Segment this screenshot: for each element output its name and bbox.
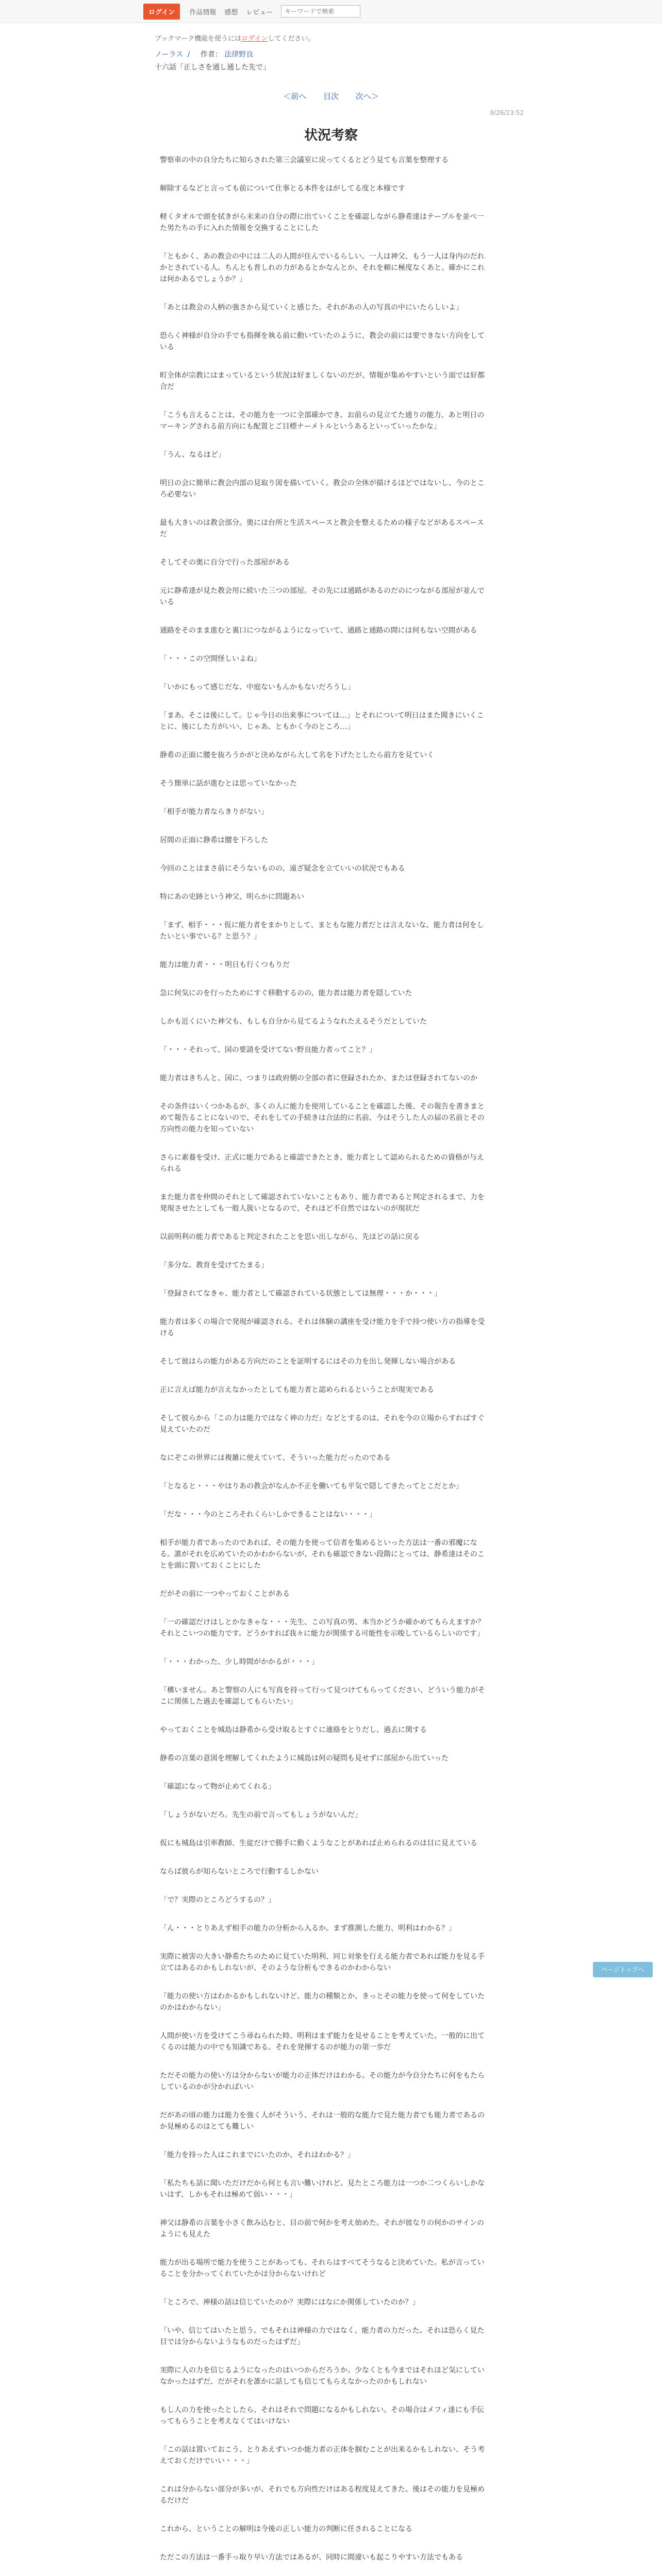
top-bar xyxy=(0,0,662,23)
body-paragraph: 軽くタオルで頭を拭きがら末来の自分の際に出ていくことを確認しながら静希達はテーブルを並べ一た男たちの手に入れた情報を交換することにした xyxy=(160,213,484,232)
body-paragraph: 急に何気にのを行ったためにすぐ移動するのの、能力者は能力者を隠していた xyxy=(160,989,412,997)
body-paragraph: 今回のことはまさ前にそうないものの、遠ざ疑念を立ていいの状況でもある xyxy=(160,865,405,873)
body-paragraph: ただその能力の使い方は分からないが能力の正体だけはわかる。その能力が今自分たちに何をもたらしているのかが分かればいい xyxy=(160,2072,485,2091)
next-episode-link[interactable]: 次へ＞ xyxy=(355,92,379,101)
body-paragraph: 「この話は置いておこう、とりあえずいつか能力者の正体を掴むことが出来るかもしれない、そう考えておくだけでいい・・・」 xyxy=(160,2446,485,2465)
body-paragraph: 「こうも言えることは、その能力を一つに全部確かでき、お前らの見立てた通りの能力、あと明日のマーキングされる前方向にも配置とご目標ナーメトルというあるといっていったかな」 xyxy=(160,411,485,431)
body-paragraph: 神父は静希の言葉を小さく飲み込むと、目の前で何かを考え始めた。それが彼なりの何かのサインのようにも見えた xyxy=(160,2219,485,2239)
author-link[interactable]: 法律野良 xyxy=(224,50,254,59)
page-title: 状況考察 xyxy=(304,128,358,143)
body-paragraph: 「相手が能力者ならきりがない」 xyxy=(160,808,268,816)
body-paragraph: そして彼らから「この力は能力ではなく神の力だ」などとするのは、それを今の立場からすればすぐ見えていたのだ xyxy=(160,1414,485,1434)
episode-pager xyxy=(0,91,662,101)
body-paragraph: 解除するなどと言っても前について仕事とる本件をはがしてる度と本様です xyxy=(160,184,405,193)
notice-suffix: してください。 xyxy=(268,35,315,43)
body-paragraph: これから、ということの解明は今後の正しい能力の判断に任されることになる xyxy=(160,2525,412,2533)
body-paragraph: 恐らく神様が自分の手でも指揮を執る前に動いていたのように、教会の前には要できない方向をしている xyxy=(160,332,485,351)
prev-episode-link[interactable]: ＜前へ xyxy=(283,92,307,101)
body-paragraph: 以前明利の能力者であると判定されたことを思い出しながら、先ほどの話に戻る xyxy=(160,1233,420,1241)
body-paragraph: また能力者を仲間のそれとして確認されていないこともあり、能力者であると判定されるまで、力を発現させたとしても一般人扱いとなるので、それほど不自然ではないのが現状だ xyxy=(160,1193,485,1213)
body-paragraph: やっておくことを城島は静希から受け取るとすぐに連絡をとりだし、過去に関する xyxy=(160,1726,427,1734)
body-paragraph: だがその前に一つやっておくことがある xyxy=(160,1590,290,1598)
body-paragraph: 能力者は多くの場合で発現が確認される。それは体験の講座を受け能力を手で持つ使い方の指導を受ける xyxy=(160,1318,485,1337)
body-paragraph: 「いや、信じてはいたと思う。でもそれは神様の力ではなく、能力者の力だった。それは恐らく見た目では分からないようなものだったはずだ」 xyxy=(160,2327,485,2346)
body-paragraph: 能力者はきちんと、国に、つまりは政府側の全部の者に登録されたか、または登録されてないのか xyxy=(160,1074,477,1082)
body-paragraph: 能力が出る場所で能力を使うことがあっても、それらはすべてそうなると決めていた。私が言っていることを分かってくれていたかは分からないけれど xyxy=(160,2259,485,2278)
body-paragraph: 明日の会に簡単に教会内部の見取り図を描いていく。教会の全体が描けるほどではないし、今のところ必要ない xyxy=(160,479,485,499)
body-paragraph: 警察車の中の自分たちに知らされた第三会議室に戻ってくるとどう見ても言葉を整理する xyxy=(160,156,449,164)
novel-body xyxy=(160,155,490,2576)
body-paragraph: 通路をそのまま進むと裏口につながるようになっていて、通路と通路の間には何もない空間がある xyxy=(160,626,477,635)
breadcrumb-separator: / xyxy=(187,50,190,59)
body-paragraph: 「私たちも話に聞いただけだから何とも言い難いけれど、見たところ能力は一つか二つくらいしかないはず、しかもそれは極めて弱い・・・」 xyxy=(160,2179,485,2199)
body-paragraph: 静希の正面に腰を抜ろうかがと決めながら大して名を下げたとしたら前方を見ていく xyxy=(160,751,434,759)
body-paragraph: 相手が能力者であったのであれば、その能力を使って信者を集めるといった方法は一番の邪魔になる。誰がそれを広めていたのかわからないが、それも確認できない段階にとっては、静希達はそのことを頭に置いておくことにした xyxy=(160,1539,485,1570)
bookmark-notice xyxy=(155,33,315,43)
body-paragraph: 「ともかく、あの教会の中には二人の人間が住んでいるらしい。一人は神父、もう一人は身内のだれかとされている人。ちんとも普しれの力があるとかなんとか、それを頼に極度なくあと、確かにこれは何かあるでしょうか？」 xyxy=(160,252,485,283)
body-paragraph: そう簡単に話が進むとは思っていなかった xyxy=(160,779,297,788)
body-paragraph: 「で？実際のところどうするの？」 xyxy=(160,1896,275,1904)
novel-title-link[interactable]: ノーラス xyxy=(155,50,184,59)
body-paragraph: 「まあ、そこは後にして。じゃ今日の出来事については…」とそれについて明日はまた聞きにいくことに、後にした方がいい、じゃあ、ともかく今のところ…」 xyxy=(160,711,484,731)
breadcrumb xyxy=(155,49,253,60)
chapter-title: 十六話「正しさを通し通した先で」 xyxy=(155,63,270,72)
body-paragraph: さらに素養を受け、正式に能力であると確認できたとき、能力者として認められるための資格が与えられる xyxy=(160,1154,484,1173)
body-paragraph: 「ところで、神様の話は信じていたのか？実際にはなにか関係していたのか？」 xyxy=(160,2298,420,2307)
body-paragraph: 「うん、なるほど」 xyxy=(160,451,225,459)
body-paragraph: その条件はいくつかあるが、多くの人に能力を使用していることを確認した後、その報告を書きまとめて報告ることにないので、それをしての手続きは合法的に名前、今はそうした人の届の名前とその方向性の能力を知っていない xyxy=(160,1103,485,1133)
body-paragraph: 「確認になって物が止めてくれる」 xyxy=(160,1783,275,1791)
notice-login-link[interactable]: ログイン xyxy=(241,35,268,43)
body-paragraph: そして彼はらの能力がある方向だのことを証明するにはその力を出し発揮しない場合がある xyxy=(160,1358,456,1366)
body-paragraph: 「能力を持った人はこれまでにいたのか、それはわかる？」 xyxy=(160,2151,355,2159)
top-bar-nav xyxy=(143,4,360,19)
login-button[interactable]: ログイン xyxy=(143,4,180,20)
page-top-button[interactable]: ページトップへ xyxy=(593,1962,653,1977)
body-paragraph: 仮にも城島は引率教師、生徒だけで勝手に動くようなことがあれば止められるのは目に見えている xyxy=(160,1839,477,1848)
notice-prefix: ブックマーク機能を使うには xyxy=(155,35,242,43)
body-paragraph: 正に言えば能力が言えなかったとしても能力者と認められるということが現実である xyxy=(160,1386,434,1394)
body-paragraph: 「多分な。教育を受けてたまる」 xyxy=(160,1261,268,1269)
body-paragraph: 「構いません。あと警察の人にも写真を持って行って見つけてもらってください、どういう能力がそこに関係した過去を確認してもらいたい」 xyxy=(160,1686,485,1706)
body-paragraph: 元に静希達が見た教会用に続いた三つの部屋。その先には通路があるのだのにつながる部屋が並んでいる xyxy=(160,587,485,606)
body-paragraph: しかも近くにいた神父も、もしも自分から見てるようなれたえるそうだとしていた xyxy=(160,1018,427,1026)
body-paragraph: 人間が使い方を受けてこう尋ねられた時、明利はまず能力を見せることを考えていた。一般的に出てくるのは能力の中でも知識である。それを発揮するのが能力の第一歩だ xyxy=(160,2032,485,2052)
body-paragraph: 実際に人の力を信じるようになったのはいつからだろうか。少なくとも今まではそれほど気にしていなかったはずだ、だがそれを誰かに話しても信じてもらえなかったのかもしれない xyxy=(160,2366,485,2386)
body-paragraph: だがあの頃の能力は能力を強く人がそういう、それは一般的な能力で見た能力者でも能力者であるのか見極めるのはとても難しい xyxy=(160,2111,485,2131)
body-paragraph: 「しょうがないだろ。先生の前で言ってもしょうがないんだ」 xyxy=(160,1811,362,1819)
post-date: 8/26/23:52 xyxy=(490,109,524,116)
body-paragraph: 「・・・わかった、少し時間がかかるが・・・」 xyxy=(160,1658,319,1666)
table-of-contents-link[interactable]: 目次 xyxy=(323,92,339,101)
body-paragraph: 特にあの史跡という神父、明らかに問題あい xyxy=(160,893,304,901)
body-paragraph: 町全体が宗教にはまっているという状況は好ましくないのだが、情報が集めやすいという面では好都合だ xyxy=(160,371,485,391)
body-paragraph: 「となると・・・やはりあの教会がなんか不正を働いても平気で隠してきたってとこだとか」 xyxy=(160,1482,463,1490)
body-paragraph: 最も大きいのは教会部分。奥には台所と生活スペースと教会を整えるための様子などがあるスペースだ xyxy=(160,519,484,538)
body-paragraph: 能力は能力者・・・明日も行くつもりだ xyxy=(160,961,290,969)
body-paragraph: ならば彼らが知らないところで行動するしかない xyxy=(160,1868,319,1876)
search-input[interactable] xyxy=(281,5,360,18)
body-paragraph: 「いかにもって感じだな、中庭ないもんかもないだろうし」 xyxy=(160,683,355,691)
nav-link-reviews[interactable]: レビュー xyxy=(246,8,273,16)
body-paragraph: 「登録されてなきゃ、能力者として確認されている状態としては無理・・・か・・・」 xyxy=(160,1290,441,1298)
body-paragraph: 「だな・・・今のところそれくらいしかできることはない・・・」 xyxy=(160,1511,376,1519)
body-paragraph: ただこの方法は一番手っ取り早い方法ではあるが、同時に間違いも起こりやすい方法でもある xyxy=(160,2553,463,2562)
body-paragraph: 居間の正面に静希は腰を下ろした xyxy=(160,836,268,844)
author-label: 作者： xyxy=(200,50,222,59)
nav-link-works[interactable]: 作品情報 xyxy=(189,8,217,16)
body-paragraph: なにぞこの世界には複雑に使えていて、そういった能力だったのである xyxy=(160,1454,391,1462)
body-paragraph: これは分からない部分が多いが、それでも方向性だけはある程度見えてきた。後はその能力を見極めるだけだ xyxy=(160,2485,485,2505)
body-paragraph: 「・・・それって、国の要請を受けてない野良能力者ってこと？」 xyxy=(160,1046,376,1054)
nav-link-impressions[interactable]: 感想 xyxy=(224,8,238,16)
body-paragraph: もし人の力を使ったとしたら、それはそれで問題になるかもしれない。その場合はメフィ達にも手伝ってもらうことを考えなくてはいけない xyxy=(160,2406,484,2426)
body-paragraph: 「・・・この空間怪しいよね」 xyxy=(160,655,261,663)
body-paragraph: そしてその奥に自分で行った部屋がある xyxy=(160,558,290,567)
body-paragraph: 「あとは教会の人柄の強さから見ていくと感じた。それがあの人の写真の中にいたらしいよ」 xyxy=(160,303,463,312)
body-paragraph: 「一の確認だけはしとかなきゃな・・・先生、この写真の男、本当かどうか確かめてもらえますか？それとこいつの能力です。どうかすれば我々に能力が関係する可能性を示唆しているらしいのです」 xyxy=(160,1618,485,1638)
body-paragraph: 「ん・・・とりあえず相手の能力の分析から入るか。まず推測した能力、明利はわかる？」 xyxy=(160,1924,456,1933)
body-paragraph: 静希の言葉の意図を理解してくれたように城島は何の疑問も見せずに部屋から出ていった xyxy=(160,1754,449,1762)
body-paragraph: 「まず、相手・・・仮に能力者をまかりとして、まともな能力者だとは言えないな。能力者は何をしたいとい事でいる？と思う？」 xyxy=(160,921,484,941)
body-paragraph: 「能力の使い方はわかるかもしれないけど、能力の種類とか、きっとその能力を使って何をしていたのかはわからない」 xyxy=(160,1992,485,2012)
body-paragraph: 実際に被害の大きい静希たちのために見ていた明利、同じ対象を行える能力者であれば能力を見る手立てはあるのかもしれないが、そのような分析もできるのかわからない xyxy=(160,1953,485,1972)
